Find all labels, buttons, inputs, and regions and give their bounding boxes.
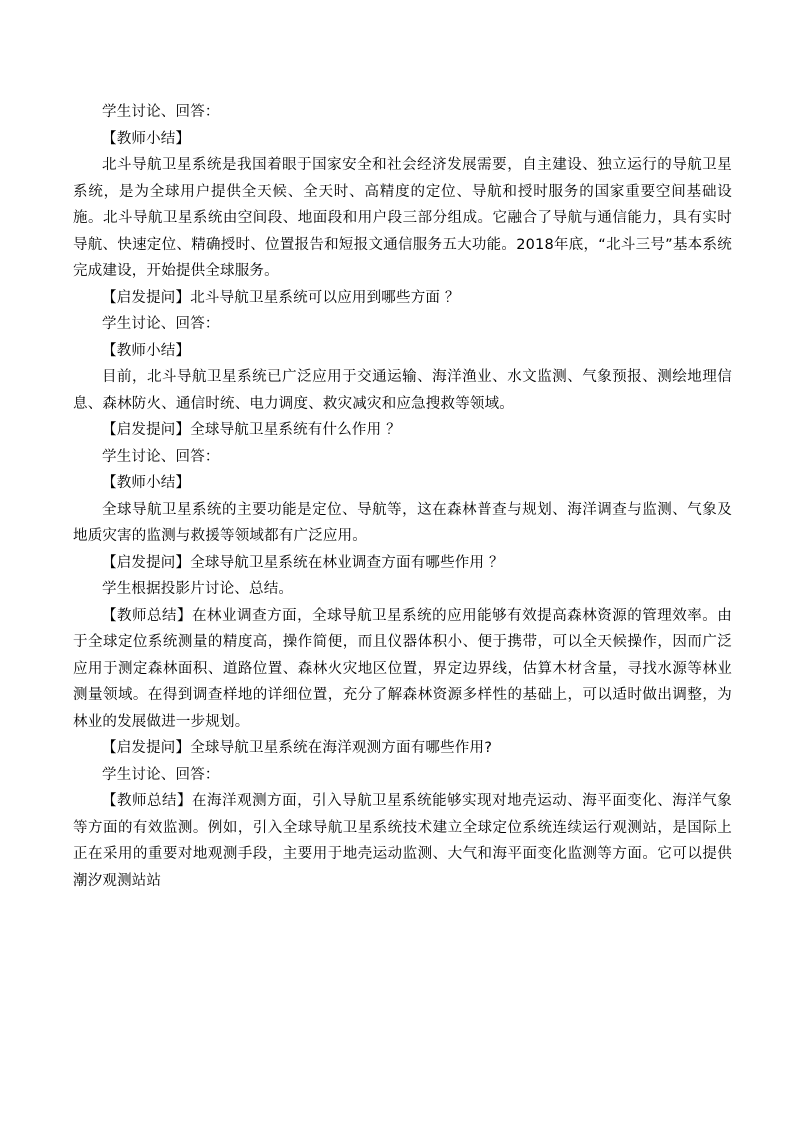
paragraph-teacher-summary-heading-1: 【教师小结】 xyxy=(102,130,191,147)
paragraph-student-discussion-3: 学生讨论、回答： xyxy=(102,448,220,465)
paragraph-student-discussion-2: 学生讨论、回答： xyxy=(102,316,220,332)
paragraph-beidou-overview: 北斗导航卫星系统是我国着眼于国家安全和社会经济发展需要，自主建设、独立运行的导航卫星系统，是为全球用户提供全天候、全天时、高精度的定位、导航和授时服务的国家重要空间基础设施。北斗导航卫星系统由空间段、地面段和用户段三部分组成。它融合了导航与通信能力，具有实时导航、快速定位、精确授时、位置报告和短报文通信服务五大功能。2018年底，“北斗三号”基本系统完成建设，开始提供全球服务。 xyxy=(73,157,732,279)
paragraph-question-forestry: 【启发提问】全球导航卫星系统在林业调查方面有哪些作用 ？ xyxy=(102,554,504,571)
paragraph-question-beidou-applications: 【启发提问】北斗导航卫星系统可以应用到哪些方面 ？ xyxy=(102,289,460,306)
paragraph-question-ocean: 【启发提问】全球导航卫星系统在海洋观测方面有哪些作用? xyxy=(102,740,493,756)
paragraph-student-discussion-4: 学生讨论、回答： xyxy=(102,766,220,783)
paragraph-question-gnss-function: 【启发提问】全球导航卫星系统有什么作用 ？ xyxy=(102,422,401,438)
paragraph-student-discussion-1: 学生讨论、回答： xyxy=(102,104,220,120)
paragraph-teacher-summary-heading-3: 【教师小结】 xyxy=(102,475,191,491)
paragraph-teacher-conclusion-ocean: 【教师总结】在海洋观测方面，引入导航卫星系统能够实现对地壳运动、海平面变化、海洋气象等方面的有效监测。例如，引入全球导航卫星系统技术建立全球定位系统连续运行观测站，是国际上正在采用的重要对地观测手段，主要用于地壳运动监测、大气和海平面变化监测等方面。它可以提供潮汐观测站站 xyxy=(73,793,732,889)
paragraph-gnss-function: 全球导航卫星系统的主要功能是定位、导航等，这在森林普查与规划、海洋调查与监测、气象及地质灾害的监测与救援等领域都有广泛应用。 xyxy=(73,501,732,544)
document-body xyxy=(73,99,732,894)
paragraph-student-summary: 学生根据投影片讨论、总结。 xyxy=(102,581,294,597)
paragraph-teacher-conclusion-forestry: 【教师总结】在林业调查方面，全球导航卫星系统的应用能够有效提高森林资源的管理效率。由于全球定位系统测量的精度高，操作简便，而且仪器体积小、便于携带，可以全天候操作，因而广泛应用于测定森林面积、道路位置、森林火灾地区位置，界定边界线，估算木材含量，寻找水源等林业测量领域。在得到调查样地的详细位置，充分了解森林资源多样性的基础上，可以适时做出调整，为林业的发展做进一步规划。 xyxy=(73,607,732,730)
paragraph-teacher-summary-heading-2: 【教师小结】 xyxy=(102,342,191,359)
paragraph-beidou-applications: 目前，北斗导航卫星系统已广泛应用于交通运输、海洋渔业、水文监测、气象预报、测绘地理信息、森林防火、通信时统、电力调度、救灾减灾和应急搜救等领域。 xyxy=(73,369,732,412)
